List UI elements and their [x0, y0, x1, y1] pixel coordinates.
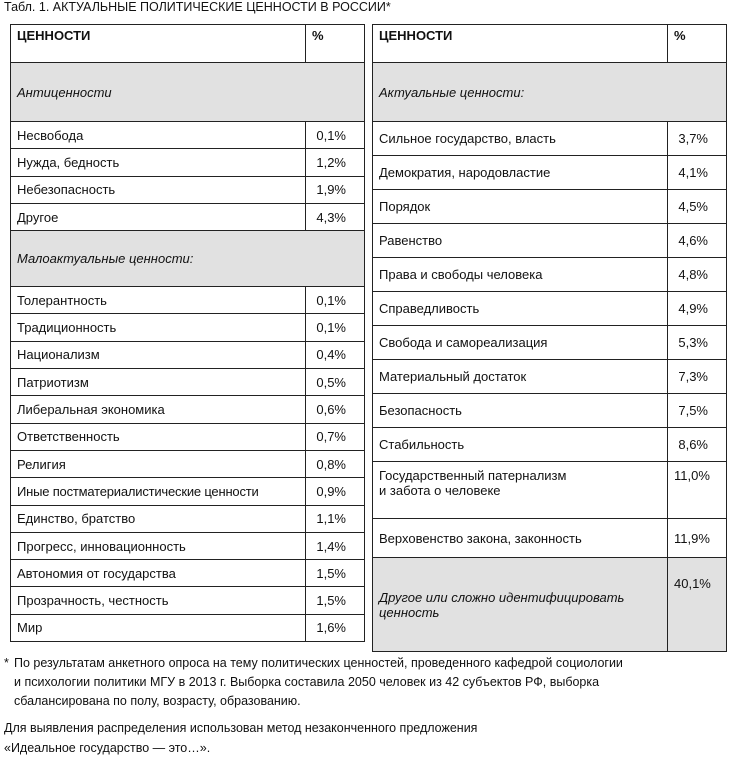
value-name: Сильное государство, власть: [373, 122, 668, 156]
table-row: [373, 519, 727, 558]
value-percent: 0,1%: [306, 122, 365, 149]
value-percent: 11,0%: [668, 462, 727, 519]
left-values-table: [10, 24, 365, 642]
footnote-line1: По результатам анкетного опроса на тему политических ценностей, проведенного кафедрой социологии: [14, 656, 623, 670]
table-row: [11, 396, 365, 423]
value-name: Несвобода: [11, 122, 306, 149]
value-name: [373, 558, 668, 652]
value-percent: 0,5%: [306, 369, 365, 396]
table-row: [11, 176, 365, 203]
table-row: [11, 287, 365, 314]
value-name: Либеральная экономика: [11, 396, 306, 423]
table-row: [11, 505, 365, 532]
value-percent: 4,8%: [668, 258, 727, 292]
value-percent: 0,6%: [306, 396, 365, 423]
value-name-line2: и забота о человеке: [379, 483, 501, 498]
value-name: Единство, братство: [11, 505, 306, 532]
value-name: Прогресс, инновационность: [11, 532, 306, 559]
section-header-antivalues: Антиценности: [11, 63, 365, 122]
value-name-line2: ценность: [379, 604, 440, 620]
table-row: [373, 292, 727, 326]
value-name: Мир: [11, 614, 306, 641]
value-name: Демократия, народовластие: [373, 156, 668, 190]
table-row: [11, 314, 365, 341]
value-name: Порядок: [373, 190, 668, 224]
table-row-other: [373, 558, 727, 652]
value-name-line1: Государственный патернализм: [379, 468, 567, 483]
value-name: Иные постматериалистические ценности: [11, 478, 306, 505]
value-percent: 4,1%: [668, 156, 727, 190]
table-row: [11, 450, 365, 477]
table-row: [11, 369, 365, 396]
table-row: [11, 341, 365, 368]
value-name: Справедливость: [373, 292, 668, 326]
column-header-percent: %: [306, 25, 365, 63]
footnote-line3: сбалансирована по полу, возрасту, образованию.: [14, 694, 301, 708]
value-name: [373, 462, 668, 519]
value-name: Материальный достаток: [373, 360, 668, 394]
method-line2: «Идеальное государство — это…».: [4, 741, 211, 755]
value-percent: 4,6%: [668, 224, 727, 258]
table-row: [373, 190, 727, 224]
value-percent: 1,4%: [306, 532, 365, 559]
right-values-table: [372, 24, 727, 652]
column-header-percent: %: [668, 25, 727, 63]
value-percent: 0,4%: [306, 341, 365, 368]
table-row: [11, 532, 365, 559]
value-percent: 1,6%: [306, 614, 365, 641]
value-percent: 4,3%: [306, 203, 365, 230]
table-row: [373, 394, 727, 428]
value-percent: 1,5%: [306, 587, 365, 614]
value-percent: 7,5%: [668, 394, 727, 428]
method-line1: Для выявления распределения использован метод незаконченного предложения: [4, 721, 478, 735]
value-percent: 0,1%: [306, 287, 365, 314]
table-header: [373, 25, 727, 63]
value-percent: 0,8%: [306, 450, 365, 477]
value-percent: 4,5%: [668, 190, 727, 224]
value-name: Стабильность: [373, 428, 668, 462]
value-percent: 1,9%: [306, 176, 365, 203]
footnote: [4, 654, 734, 711]
value-name: Толерантность: [11, 287, 306, 314]
footnote-mark: *: [4, 656, 9, 670]
table-row: [373, 156, 727, 190]
value-name: Небезопасность: [11, 176, 306, 203]
value-percent: 8,6%: [668, 428, 727, 462]
value-name: Традиционность: [11, 314, 306, 341]
value-percent: 1,1%: [306, 505, 365, 532]
column-header-values: ЦЕННОСТИ: [11, 25, 306, 63]
value-name: Патриотизм: [11, 369, 306, 396]
value-name: Ответственность: [11, 423, 306, 450]
table-row: [373, 258, 727, 292]
value-name: Прозрачность, честность: [11, 587, 306, 614]
table-row: [373, 428, 727, 462]
table-row: [373, 224, 727, 258]
table-row: [11, 149, 365, 176]
value-name: Безопасность: [373, 394, 668, 428]
table-row: [373, 360, 727, 394]
footnote-line2: и психологии политики МГУ в 2013 г. Выборка составила 2050 человек из 42 субъектов РФ, выборка: [14, 675, 600, 689]
value-percent: 1,5%: [306, 560, 365, 587]
value-percent: 3,7%: [668, 122, 727, 156]
table-row: [11, 560, 365, 587]
table-row: [11, 203, 365, 230]
table-row: [373, 122, 727, 156]
table-row: [373, 326, 727, 360]
column-header-values: ЦЕННОСТИ: [373, 25, 668, 63]
value-name: Религия: [11, 450, 306, 477]
value-name: Другое: [11, 203, 306, 230]
table-row: [11, 478, 365, 505]
value-name: Права и свободы человека: [373, 258, 668, 292]
value-percent: 0,9%: [306, 478, 365, 505]
value-percent: 4,9%: [668, 292, 727, 326]
value-name: Национализм: [11, 341, 306, 368]
section-header-minor-values: Малоактуальные ценности:: [11, 231, 365, 287]
section-header-actual-values: Актуальные ценности:: [373, 63, 727, 122]
table-row: [373, 462, 727, 519]
value-percent: 0,7%: [306, 423, 365, 450]
method-note: [4, 718, 734, 758]
table-row: [11, 122, 365, 149]
table-row: [11, 587, 365, 614]
value-percent: 5,3%: [668, 326, 727, 360]
value-name: Нужда, бедность: [11, 149, 306, 176]
value-percent: 0,1%: [306, 314, 365, 341]
value-percent: 7,3%: [668, 360, 727, 394]
table-caption: Табл. 1. АКТУАЛЬНЫЕ ПОЛИТИЧЕСКИЕ ЦЕННОСТИ В РОССИИ*: [4, 0, 391, 14]
value-percent: 40,1%: [668, 558, 727, 652]
value-name-line1: Другое или сложно идентифицировать: [379, 589, 625, 605]
value-name: Автономия от государства: [11, 560, 306, 587]
value-name: Свобода и самореализация: [373, 326, 668, 360]
value-percent: 11,9%: [668, 519, 727, 558]
table-header: [11, 25, 365, 63]
value-percent: 1,2%: [306, 149, 365, 176]
value-name: Равенство: [373, 224, 668, 258]
value-name: Верховенство закона, законность: [373, 519, 668, 558]
table-row: [11, 423, 365, 450]
table-row: [11, 614, 365, 641]
